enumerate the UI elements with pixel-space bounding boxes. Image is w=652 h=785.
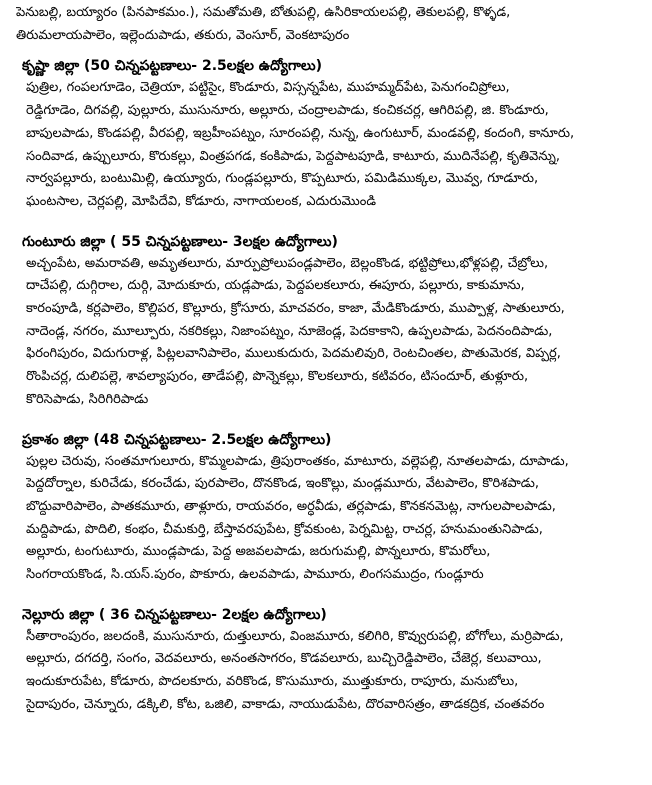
town-list-line: పుత్రిల, గంపలగూడెం, చెత్రియా, పట్టిసైఁ, కొండూరు, విస్సన్నపేట, ముహమ్మద్‌పేట, పెనుగంచిప్రోలు, bbox=[26, 80, 510, 96]
town-list-line: సీతారాంపురం, జలదంకి, ముసునూరు, దుత్తులూరు, వింజమూరు, కలిగిరి, కొవ్వురుపల్లి, బోగోలు, మర్రిపాడు, bbox=[26, 628, 564, 644]
section-krishna bbox=[16, 55, 640, 213]
town-list-line: అల్లూరు, టంగుటూరు, ముండ్లపాడు, పెద్ద అజవలపాడు, జరుగుమల్లి, పొన్నలూరు, కొమరోలు, bbox=[26, 544, 491, 560]
section-nellore bbox=[16, 604, 640, 717]
section-heading: ప్రకాశం జిల్లా (48 చిన్నపట్టణాలు- 2.5లక్షల ఉద్యోగాలు) bbox=[22, 431, 332, 448]
intro-line: తిరుమలాయపాలెం, ఇల్లెందుపాడు, తకురు, వెంసూర్, వెంకటాపురం bbox=[16, 27, 350, 43]
section-heading: నెల్లూరు జిల్లా ( 36 చిన్నపట్టణాలు- 2లక్షల ఉద్యోగాలు) bbox=[22, 606, 327, 623]
intro-line: పెనుబల్లి, బయ్యారం (పినపాకమం.), సమతోమతి, బోతుపల్లి, ఉసిరికాయలపల్లి, తెకులపల్లి, కొళ్ళడ, bbox=[16, 5, 511, 20]
town-list-line: దాచేపల్లి, దుగ్గిరాల, దుర్గి, మోదుకూరు, యడ్లపాడు, పెద్దపలకలూరు, ఈపూరు, పల్లూరు, కాకుమాను, bbox=[26, 278, 525, 294]
intro-block bbox=[16, 2, 640, 47]
section-body bbox=[16, 451, 640, 587]
town-list-line: రొంపిచర్ల, దులిపల్లె, శావల్యాపురం, తాడేపల్లి, పొన్నెకల్లు, కొలకలూరు, కటివరం, టిసందూర్, తుళ్లూరు, bbox=[26, 369, 529, 385]
town-list-line: అచ్చంపేట, అమరావతి, అమృతలూరు, మార్పుప్రోలుపండ్లపాలెం, బెల్లంకొండ, భట్టిప్రోలు,భోళ్లపల్లి, చేబ్రోలు, bbox=[26, 255, 549, 271]
town-list-line: ఘంటసాల, చెర్లపల్లి, మోపిదేవి, కోడూరు, నాగాయలంక, ఎదురుమొండి bbox=[26, 193, 376, 209]
town-list-line: మద్దిపాడు, పొదిలి, కంభం, చీమకుర్తి, బేస్తావరపుపేట, క్రోవకుంట, పెర్నమిట్ట, రాచర్ల, హనుమంతునిపాడు, bbox=[26, 521, 543, 537]
section-body bbox=[16, 626, 640, 717]
town-list-line: అల్లూరు, దగదర్తి, సంగం, వెదవలూరు, అనంతసాగరం, కొడవలూరు, బుచ్చిరెడ్డిపాలెం, చేజెర్ల, కలువాయి, bbox=[26, 651, 542, 667]
town-list-line: పుల్లల చెరువు, సంతమాగులూరు, కొమ్మలపాడు, త్రిపురాంతకం, మాటూరు, వల్లెపల్లి, నూతలపాడు, దూపాడు, bbox=[26, 453, 569, 469]
town-list-line: ఫిరంగిపురం, విదుగురాళ్ల, పిట్లలవానిపాలెం, ములుకుదురు, పెదమలివురి, రెంటచింతల, పొతుమెరక, విప్పర్ల, bbox=[26, 346, 561, 362]
town-list-line: రెడ్డిగూడెం, దిగవల్లి, పుల్లూరు, ముసునూరు, అల్లూరు, చంద్రాలపాడు, కంచికచర్ల, ఆగిరిపల్లి, జి. కొండూరు, bbox=[26, 103, 549, 119]
town-list-line: ఇందుకూరుపేట, కోడూరు, పొదలకూరు, వరికొండ, కొసుమూరు, ముత్తుకూరు, రాపూరు, మనుబోలు, bbox=[26, 674, 519, 690]
town-list-line: బాపులపాడు, కొండపల్లి, వీరపల్లి, ఇబ్రహీంపట్నం, సూరంపల్లి, నున్న, ఉంగుటూర్, మండవల్లి, కందంగి, కానూరు, bbox=[26, 125, 575, 141]
section-body bbox=[16, 253, 640, 412]
town-list-line: కొరిసెపాడు, సిరిగిరిపాడు bbox=[26, 391, 149, 407]
section-heading: గుంటూరు జిల్లా ( 55 చిన్నపట్టణాలు- 3లక్షల ఉద్యోగాలు) bbox=[22, 233, 338, 250]
town-list-line: నాదెండ్ల, నగరం, మూల్పూరు, నకరికల్లు, నిజాంపట్నం, నూజెండ్ల, పెదకాకాని, ఉప్పలపాడు, పెదనందిపాడు, bbox=[26, 323, 553, 339]
town-list-line: సందివాడ, ఉప్పులూరు, కొరుకల్లు, వింత్రపగడ, కంకిపాడు, పెద్దపాటపూడి, కాటూరు, ముదినేపల్లి, కృతివెన్ను, bbox=[26, 148, 560, 164]
section-body bbox=[16, 77, 640, 213]
town-list-line: కారంపూడి, కర్లపాలెం, కొల్లిపర, కొల్లూరు, క్రోసూరు, మాచవరం, కాజా, మేడికొండూరు, ముప్పాళ్ల, సాతులూరు, bbox=[26, 301, 565, 317]
section-prakasam bbox=[16, 429, 640, 587]
section-guntur bbox=[16, 231, 640, 412]
town-list-line: నార్వపల్లూరు, బంటుమిల్లి, ఉయ్యూరు, గుండ్లపల్లూరు, కొప్పటూరు, పమిడిముక్కల, మొవ్వ, గూడూరు, bbox=[26, 171, 539, 187]
town-list-line: సైదాపురం, చెన్నూరు, డక్కిలి, కోట, ఒజిలి, వాకాడు, నాయుడుపేట, దొరవారిసత్రం, తాడకద్రిక, చంతవరం bbox=[26, 696, 545, 712]
town-list-line: బొద్దువారిపాలెం, పాతకమూరు, తాళ్లూరు, రాయవరం, అర్ధవీడు, తర్లపాడు, కొనకనమెట్ల, నాగులపాలపాడు, bbox=[26, 498, 556, 514]
section-heading: కృష్ణా జిల్లా (50 చిన్నపట్టణాలు- 2.5లక్షల ఉద్యోగాలు) bbox=[22, 58, 323, 75]
town-list-line: పెద్దదోర్నాల, కురిచేడు, కరంచేడు, పురపాలెం, దొనకొండ, ఇంకొల్లు, మండ్లమూరు, వేటపాలెం, కొరిశపాడు, bbox=[26, 476, 539, 492]
town-list-line: సింగరాయకొండ, సి.యస్.పురం, పొకూరు, ఉలవపాడు, పామూరు, లింగసముద్రం, గుండ్లూరు bbox=[26, 567, 484, 583]
